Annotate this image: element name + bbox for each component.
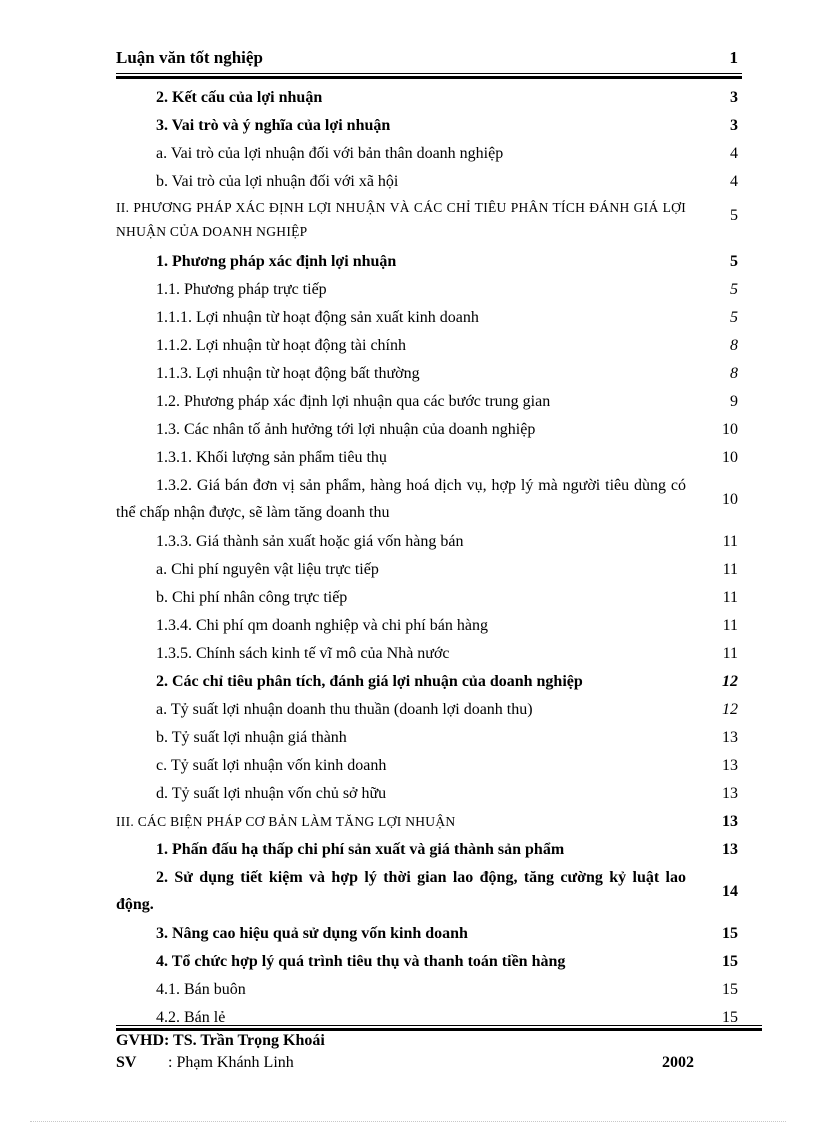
toc-entry (116, 836, 742, 864)
toc-entry-title: 4.1. Bán buôn (156, 981, 246, 998)
page-edge-dotted-line (30, 1121, 786, 1122)
toc-entry (116, 528, 742, 556)
toc-entry (116, 388, 742, 416)
student-name: : Phạm Khánh Linh (168, 1054, 294, 1071)
toc-entry (116, 360, 742, 388)
page-number: 1 (729, 48, 738, 67)
toc-entry-page: 13 (722, 785, 738, 802)
toc-entry (116, 304, 742, 332)
toc-entry-page: 13 (722, 841, 738, 858)
toc-entry-title: a. Vai trò của lợi nhuận đối với bản thân doanh nghiệp (156, 145, 504, 162)
toc-entry (116, 920, 742, 948)
toc-entry-page: 13 (722, 813, 738, 830)
toc-entry-page: 5 (730, 309, 738, 326)
toc-entry-page: 5 (730, 281, 738, 298)
toc-entry-title: 1.3.3. Giá thành sản xuất hoặc giá vốn hàng bán (156, 533, 464, 550)
toc-entry-title: b. Vai trò của lợi nhuận đối với xã hội (156, 173, 399, 190)
toc-entry-page: 10 (722, 491, 738, 508)
toc-entry-title: 2. Sử dụng tiết kiệm và hợp lý thời gian lao động, tăng cường kỷ luật lao động. (116, 869, 686, 913)
header-rule (116, 73, 742, 79)
toc-entry-page: 4 (730, 173, 738, 190)
toc-entry-title: b. Tỷ suất lợi nhuận giá thành (156, 729, 347, 746)
toc-entry (116, 276, 742, 304)
toc-entry (116, 864, 742, 920)
toc-entry-page: 15 (722, 953, 738, 970)
toc-entry-page: 8 (730, 337, 738, 354)
toc-entry-page: 3 (730, 89, 738, 106)
toc-entry (116, 780, 742, 808)
toc-entry-title: 3. Nâng cao hiệu quả sử dụng vốn kinh doanh (156, 925, 468, 942)
toc-entry-page: 11 (722, 561, 738, 578)
toc-entry (116, 416, 742, 444)
toc-entry-title: 1.1. Phương pháp trực tiếp (156, 281, 327, 298)
toc-entry-title: 1. Phấn đấu hạ thấp chi phí sản xuất và giá thành sản phẩm (156, 841, 565, 858)
toc-entry (116, 332, 742, 360)
toc-entry (116, 752, 742, 780)
toc-entry (116, 248, 742, 276)
toc-entry-page: 13 (722, 729, 738, 746)
toc-entry-title: 2. Kết cấu của lợi nhuận (156, 89, 323, 106)
toc-entry-title: 1.2. Phương pháp xác định lợi nhuận qua các bước trung gian (156, 393, 551, 410)
toc-entry (116, 640, 742, 668)
student-label: SV (116, 1054, 137, 1071)
toc-entry (116, 612, 742, 640)
toc-entry-title: 1.3.4. Chi phí qm doanh nghiệp và chi phí bán hàng (156, 617, 488, 634)
footer-rule (116, 1025, 762, 1031)
toc-entry-page: 5 (730, 253, 738, 270)
toc-entry-page: 12 (722, 673, 738, 690)
toc-entry-page: 13 (722, 757, 738, 774)
toc-entry (116, 196, 742, 248)
toc-entry (116, 84, 742, 112)
toc-entry (116, 112, 742, 140)
toc-entry-title: b. Chi phí nhân công trực tiếp (156, 589, 348, 606)
footer-year: 2002 (662, 1054, 694, 1071)
table-of-contents (116, 84, 742, 1032)
toc-entry-page: 15 (722, 1009, 738, 1026)
toc-entry (116, 696, 742, 724)
toc-entry (116, 584, 742, 612)
toc-entry-title: 1.3.5. Chính sách kinh tế vĩ mô của Nhà nước (156, 645, 450, 662)
toc-entry-page: 9 (730, 393, 738, 410)
toc-entry (116, 140, 742, 168)
toc-entry-page: 12 (722, 701, 738, 718)
toc-entry-title: 3. Vai trò và ý nghĩa của lợi nhuận (156, 117, 391, 134)
toc-entry-page: 3 (730, 117, 738, 134)
toc-entry-title: 1.1.2. Lợi nhuận từ hoạt động tài chính (156, 337, 406, 354)
toc-entry-title: 1.1.1. Lợi nhuận từ hoạt động sản xuất kinh doanh (156, 309, 479, 326)
toc-entry-page: 8 (730, 365, 738, 382)
toc-entry-page: 11 (722, 533, 738, 550)
toc-entry (116, 444, 742, 472)
toc-entry (116, 976, 742, 1004)
toc-entry-title: II. PHƯƠNG PHÁP XÁC ĐỊNH LỢI NHUẬN VÀ CÁC CHỈ TIÊU PHÂN TÍCH ĐÁNH GIÁ LỢI NHUẬN CỦA DOANH NGHIỆP (116, 200, 686, 239)
toc-entry-title: 4.2. Bán lẻ (156, 1009, 226, 1026)
toc-entry-page: 10 (722, 421, 738, 438)
toc-entry-title: 1.3.2. Giá bán đơn vị sản phẩm, hàng hoá dịch vụ, hợp lý mà người tiêu dùng có thể chấp nhận được, sẽ làm tăng doanh thu (116, 477, 686, 521)
toc-entry (116, 556, 742, 584)
toc-entry-title: 1.3. Các nhân tố ảnh hưởng tới lợi nhuận của doanh nghiệp (156, 421, 536, 438)
toc-entry-title: 2. Các chỉ tiêu phân tích, đánh giá lợi nhuận của doanh nghiệp (156, 673, 583, 690)
toc-entry-title: 1.1.3. Lợi nhuận từ hoạt động bất thường (156, 365, 420, 382)
toc-entry-page: 14 (722, 883, 738, 900)
toc-entry-page: 10 (722, 449, 738, 466)
toc-entry (116, 948, 742, 976)
toc-entry-title: III. CÁC BIỆN PHÁP CƠ BẢN LÀM TĂNG LỢI NHUẬN (116, 814, 456, 829)
toc-entry-title: d. Tỷ suất lợi nhuận vốn chủ sở hữu (156, 785, 387, 802)
toc-entry-title: a. Tỷ suất lợi nhuận doanh thu thuần (doanh lợi doanh thu) (156, 701, 533, 718)
toc-entry (116, 472, 742, 528)
toc-entry (116, 168, 742, 196)
student-line (116, 1054, 294, 1072)
toc-entry (116, 808, 742, 836)
toc-entry-page: 5 (730, 207, 738, 224)
toc-entry-title: a. Chi phí nguyên vật liệu trực tiếp (156, 561, 379, 578)
toc-entry-title: 4. Tổ chức hợp lý quá trình tiêu thụ và thanh toán tiền hàng (156, 953, 566, 970)
document-title: Luận văn tốt nghiệp (116, 48, 263, 67)
toc-entry-title: 1. Phương pháp xác định lợi nhuận (156, 253, 397, 270)
toc-entry-page: 15 (722, 981, 738, 998)
toc-entry-page: 11 (722, 617, 738, 634)
page-header (116, 48, 742, 70)
toc-entry-title: c. Tỷ suất lợi nhuận vốn kinh doanh (156, 757, 387, 774)
toc-entry-title: 1.3.1. Khối lượng sản phẩm tiêu thụ (156, 449, 387, 466)
toc-entry-page: 11 (722, 589, 738, 606)
toc-entry (116, 724, 742, 752)
toc-entry-page: 11 (722, 645, 738, 662)
toc-entry (116, 668, 742, 696)
toc-entry-page: 15 (722, 925, 738, 942)
toc-entry-page: 4 (730, 145, 738, 162)
supervisor-line: GVHD: TS. Trần Trọng Khoái (116, 1032, 325, 1049)
